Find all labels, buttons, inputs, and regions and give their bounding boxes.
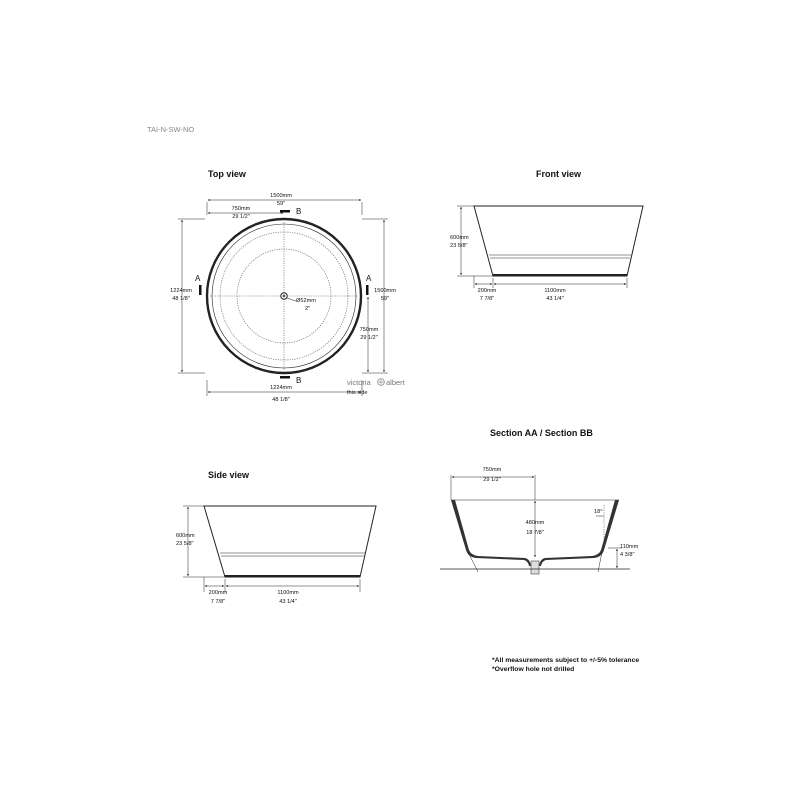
front-height-in: 23 5/8"	[450, 243, 468, 249]
section-right-wall	[539, 500, 619, 566]
top-bottom-in: 48 1/8"	[272, 397, 290, 403]
top-right-half-in: 29 1/2"	[360, 335, 378, 341]
product-code: TAI-N-SW-NO	[147, 125, 195, 134]
top-right-mm: 1500mm	[374, 288, 396, 294]
section-view-title: Section AA / Section BB	[490, 428, 593, 438]
section-a-label-left: A	[195, 274, 201, 283]
side-tub-body	[204, 506, 376, 577]
side-view	[176, 470, 376, 605]
section-foot-in: 4 3/8"	[620, 552, 635, 558]
top-half-mm: 750mm	[231, 206, 251, 212]
note-tolerance: *All measurements subject to +/-5% tolerance	[492, 657, 640, 664]
brand-right: albert	[386, 378, 405, 387]
drain-mm: Ø52mm	[296, 298, 316, 304]
top-right-in: 59"	[380, 296, 390, 302]
front-height-mm: 600mm	[450, 235, 469, 241]
side-base-in: 43 1/4"	[279, 599, 297, 605]
drain-in: 2"	[305, 306, 311, 312]
section-drain-icon	[531, 561, 539, 574]
front-offset-mm: 200mm	[477, 288, 497, 294]
top-right-half-mm: 750mm	[359, 327, 379, 333]
top-view-title: Top view	[208, 169, 246, 179]
section-b-label-bottom: B	[296, 376, 302, 385]
section-b-marker-bottom	[280, 376, 290, 379]
front-offset-in: 7 7/8"	[479, 296, 495, 302]
top-width-mm: 1500mm	[270, 193, 292, 199]
top-half-in: 29 1/2"	[232, 214, 250, 220]
section-half-mm: 750mm	[482, 467, 502, 473]
side-view-title: Side view	[208, 470, 250, 480]
section-depth-in: 18 7/8"	[526, 530, 544, 536]
section-view	[440, 428, 639, 574]
side-offset-in: 7 7/8"	[210, 599, 226, 605]
section-angle: 18°	[594, 509, 603, 515]
section-left-wall	[451, 500, 531, 566]
side-height-mm: 600mm	[176, 533, 195, 539]
top-view	[170, 169, 406, 403]
note-overflow: *Overflow hole not drilled	[492, 666, 575, 673]
front-tub-body	[474, 206, 643, 276]
top-width-in: 59"	[276, 201, 286, 207]
top-bottom-mm: 1224mm	[270, 385, 292, 391]
front-view-title: Front view	[536, 169, 582, 179]
side-base-mm: 1100mm	[277, 590, 299, 596]
section-a-marker-right	[366, 285, 369, 295]
front-base-mm: 1100mm	[544, 288, 566, 294]
side-height-in: 23 5/8"	[176, 541, 194, 547]
section-a-marker-left	[199, 285, 202, 295]
front-base-in: 43 1/4"	[546, 296, 564, 302]
top-left-in: 48 1/8"	[172, 296, 190, 302]
section-b-label-top: B	[296, 207, 302, 216]
this-side-label: this side	[347, 390, 368, 396]
section-depth-mm: 480mm	[525, 520, 545, 526]
top-left-mm: 1224mm	[170, 288, 192, 294]
front-view	[450, 169, 643, 302]
section-b-marker-top	[280, 210, 290, 213]
section-half-in: 29 1/2"	[483, 477, 501, 483]
section-a-label-right: A	[366, 274, 372, 283]
side-offset-mm: 200mm	[208, 590, 228, 596]
section-foot-mm: 110mm	[620, 544, 639, 550]
brand-left: victoria	[347, 378, 371, 387]
